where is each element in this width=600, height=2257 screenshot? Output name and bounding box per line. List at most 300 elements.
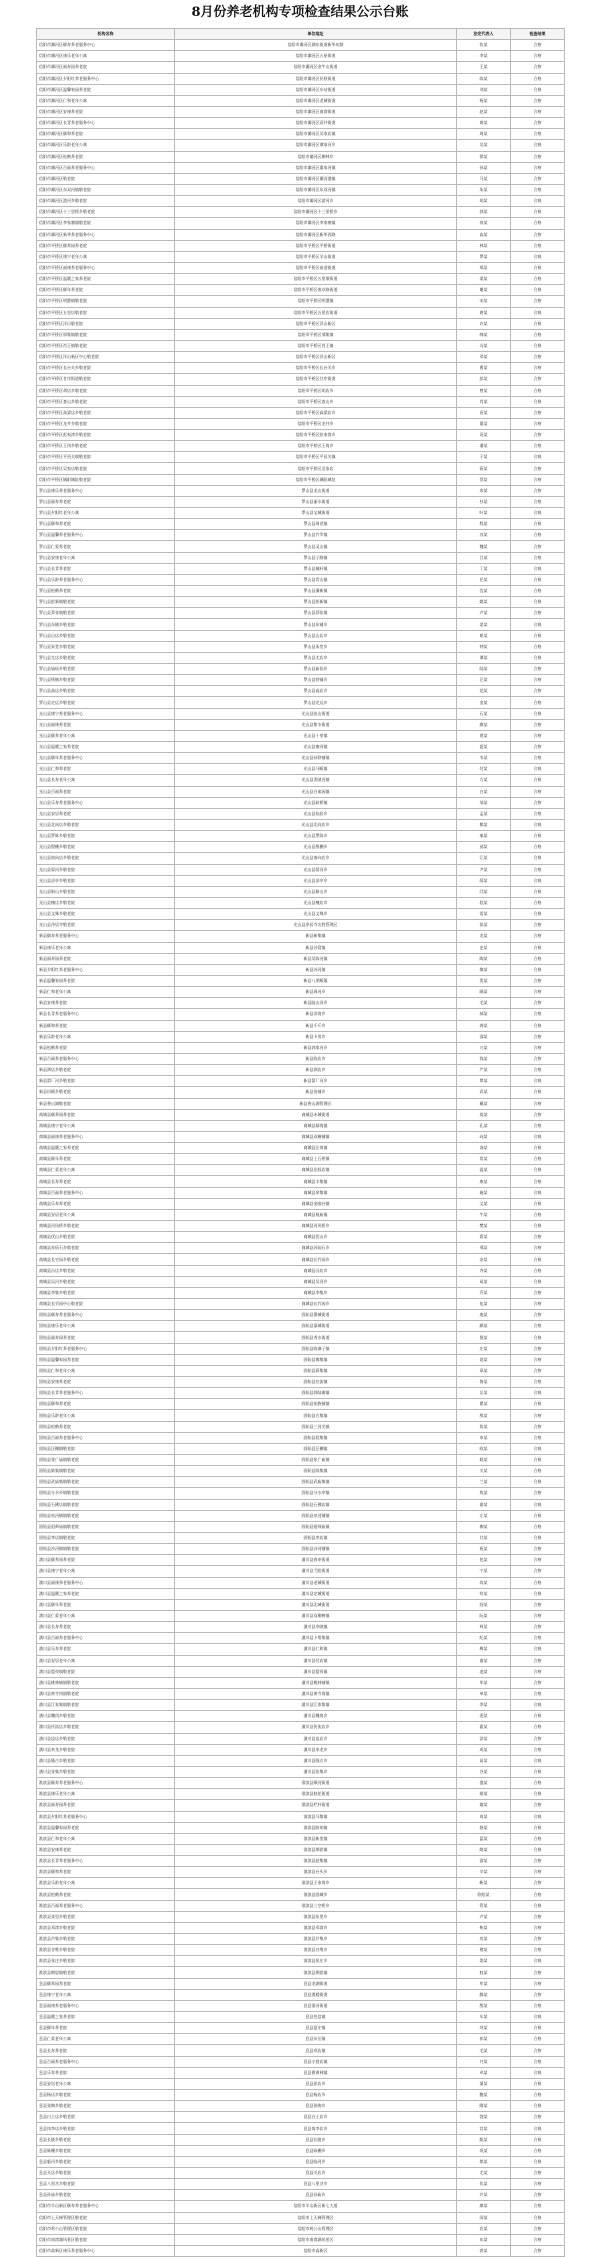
cell-institution-name: 罗山县铁铺乡敬老院 <box>37 675 175 686</box>
cell-address: 光山县弦山街道 <box>175 708 457 719</box>
cell-representative: 夏某 <box>457 742 511 753</box>
table-row <box>37 1711 565 1722</box>
cell-result: 合格 <box>511 1254 565 1265</box>
table-row <box>37 1644 565 1655</box>
cell-address: 光山县紫水街道 <box>175 719 457 730</box>
table-row <box>37 1766 565 1777</box>
table-row <box>37 819 565 830</box>
cell-institution-name: 息县张陶乡敬老院 <box>37 2101 175 2112</box>
cell-institution-name: 信阳市浉河区温馨家园养老院 <box>37 84 175 95</box>
table-row <box>37 1087 565 1098</box>
cell-institution-name: 信阳市平桥区长台关乡敬老院 <box>37 363 175 374</box>
cell-representative: 柳某 <box>457 1521 511 1532</box>
cell-institution-name: 光山县温暖之家养老院 <box>37 742 175 753</box>
cell-representative: 马某 <box>457 173 511 184</box>
cell-address: 息县临河乡 <box>175 2156 457 2167</box>
table-row <box>37 641 565 652</box>
cell-representative: 牛某 <box>457 1209 511 1220</box>
cell-representative: 康某 <box>457 1176 511 1187</box>
cell-institution-name: 信阳市平桥区平昌关镇敬老院 <box>37 452 175 463</box>
cell-institution-name: 息县杨店乡敬老院 <box>37 2090 175 2101</box>
cell-representative: 牟某 <box>457 1978 511 1989</box>
table-row <box>37 140 565 151</box>
cell-representative: 游某 <box>457 1856 511 1867</box>
cell-result: 合格 <box>511 184 565 195</box>
cell-result: 合格 <box>511 1365 565 1376</box>
cell-result: 合格 <box>511 1844 565 1855</box>
cell-representative: 伍某 <box>457 1299 511 1310</box>
table-row <box>37 2101 565 2112</box>
cell-address: 光山县文殊乡 <box>175 909 457 920</box>
cell-result: 合格 <box>511 719 565 730</box>
cell-representative: 舒某 <box>457 1599 511 1610</box>
table-row <box>37 2145 565 2156</box>
cell-result: 合格 <box>511 819 565 830</box>
cell-address: 信阳市浉河区柳林乡 <box>175 151 457 162</box>
cell-institution-name: 淮滨县张里乡敬老院 <box>37 1911 175 1922</box>
cell-result: 合格 <box>511 418 565 429</box>
cell-institution-name: 息县温暖之家养老院 <box>37 2012 175 2023</box>
cell-address: 新县周河乡 <box>175 987 457 998</box>
cell-representative: 韦某 <box>457 753 511 764</box>
cell-address: 固始县石佛店镇 <box>175 1499 457 1510</box>
table-row <box>37 262 565 273</box>
cell-result: 合格 <box>511 1265 565 1276</box>
cell-institution-name: 光山县晏河乡敬老院 <box>37 864 175 875</box>
table-row <box>37 1299 565 1310</box>
cell-representative: 顾某 <box>457 987 511 998</box>
table-row <box>37 1922 565 1933</box>
cell-institution-name: 固始县祖师庙镇敬老院 <box>37 1521 175 1532</box>
cell-result: 合格 <box>511 51 565 62</box>
cell-address: 息县张陶乡 <box>175 2101 457 2112</box>
table-row <box>37 1276 565 1287</box>
cell-address: 息县孙庙乡 <box>175 2190 457 2201</box>
cell-institution-name: 新县仁和老年公寓 <box>37 987 175 998</box>
cell-institution-name: 商城县长寿养老院 <box>37 1176 175 1187</box>
cell-representative: 向某 <box>457 1131 511 1142</box>
cell-address: 固始县泉河铺镇 <box>175 1510 457 1521</box>
cell-representative: 毕某 <box>457 1677 511 1688</box>
cell-representative: 骆某 <box>457 1822 511 1833</box>
cell-result: 合格 <box>511 1911 565 1922</box>
cell-address: 潢川县黄寺岗镇 <box>175 1688 457 1699</box>
cell-institution-name: 息县颐养园养老院 <box>37 1978 175 1989</box>
cell-result: 合格 <box>511 1221 565 1232</box>
cell-address: 信阳市浉河区吴家店镇 <box>175 129 457 140</box>
table-row <box>37 1332 565 1343</box>
table-row <box>37 1822 565 1833</box>
cell-representative: 于某 <box>457 452 511 463</box>
cell-representative: 盛某 <box>457 1778 511 1789</box>
table-row <box>37 1956 565 1967</box>
table-row <box>37 1343 565 1354</box>
table-row <box>37 1098 565 1109</box>
cell-address: 淮滨县三空桥乡 <box>175 1900 457 1911</box>
table-row <box>37 831 565 842</box>
cell-result: 合格 <box>511 1031 565 1042</box>
cell-result: 合格 <box>511 1477 565 1488</box>
cell-address: 淮滨县谷堆乡 <box>175 1945 457 1956</box>
table-row <box>37 1900 565 1911</box>
cell-result: 合格 <box>511 708 565 719</box>
cell-address: 新县苏河镇 <box>175 964 457 975</box>
cell-institution-name: 固始县分水亭镇敬老院 <box>37 1488 175 1499</box>
cell-representative: 邹某 <box>457 797 511 808</box>
cell-result: 合格 <box>511 797 565 808</box>
cell-address: 光山县凉亭乡 <box>175 875 457 886</box>
cell-address: 潢川县张集乡 <box>175 1766 457 1777</box>
table-row <box>37 1020 565 1031</box>
table-row <box>37 1031 565 1042</box>
table-row <box>37 630 565 641</box>
cell-institution-name: 信阳市平桥区五里店敬老院 <box>37 307 175 318</box>
cell-institution-name: 光山县安居养老院 <box>37 808 175 819</box>
cell-result: 合格 <box>511 2101 565 2112</box>
cell-address: 光山县孙铁铺镇 <box>175 753 457 764</box>
cell-result: 合格 <box>511 1042 565 1053</box>
cell-result: 合格 <box>511 541 565 552</box>
cell-result: 合格 <box>511 1622 565 1633</box>
table-row <box>37 1622 565 1633</box>
table-row <box>37 496 565 507</box>
cell-result: 合格 <box>511 118 565 129</box>
table-row <box>37 1477 565 1488</box>
table-row <box>37 1677 565 1688</box>
cell-result: 合格 <box>511 496 565 507</box>
cell-representative: 俞某 <box>457 1499 511 1510</box>
cell-institution-name: 潢川县福康养老服务中心 <box>37 1577 175 1588</box>
cell-representative: 罗某 <box>457 251 511 262</box>
cell-address: 罗山县子路镇 <box>175 552 457 563</box>
table-row <box>37 1120 565 1131</box>
cell-address: 淮滨县台头乡 <box>175 1867 457 1878</box>
cell-address: 商城县吴河乡 <box>175 1276 457 1287</box>
table-row <box>37 998 565 1009</box>
cell-institution-name: 罗山县莽张镇敬老院 <box>37 608 175 619</box>
cell-institution-name: 信阳市浉河区新华养老服务中心 <box>37 229 175 240</box>
cell-representative: 覃某 <box>457 1076 511 1087</box>
table-row <box>37 318 565 329</box>
table-row <box>37 1154 565 1165</box>
cell-representative: 岳某 <box>457 1388 511 1399</box>
table-row <box>37 909 565 920</box>
cell-result: 合格 <box>511 218 565 229</box>
cell-address: 新县泗店乡 <box>175 1065 457 1076</box>
cell-representative: 蒋某 <box>457 463 511 474</box>
table-row <box>37 340 565 351</box>
cell-result: 合格 <box>511 1610 565 1621</box>
cell-address: 信阳市浉河区十三里桥乡 <box>175 207 457 218</box>
cell-address: 信阳市浉河区金牛山街道 <box>175 62 457 73</box>
cell-result: 合格 <box>511 2134 565 2145</box>
cell-representative: 毛某 <box>457 2045 511 2056</box>
cell-institution-name: 新县安康养老院 <box>37 998 175 1009</box>
cell-address: 息县岗李店乡 <box>175 2123 457 2134</box>
cell-address: 固始县李店镇 <box>175 1532 457 1543</box>
cell-address: 潢川县定城街道 <box>175 1588 457 1599</box>
table-row <box>37 1009 565 1020</box>
table-row <box>37 1833 565 1844</box>
cell-institution-name: 新县颐和养老院 <box>37 1020 175 1031</box>
cell-representative: 严某 <box>457 1065 511 1076</box>
cell-representative: 万某 <box>457 1042 511 1053</box>
cell-result: 合格 <box>511 2156 565 2167</box>
cell-result: 合格 <box>511 519 565 530</box>
table-row <box>37 40 565 51</box>
table-row <box>37 1967 565 1978</box>
table-row <box>37 441 565 452</box>
table-body <box>37 40 565 2257</box>
table-row <box>37 987 565 998</box>
table-row <box>37 708 565 719</box>
cell-institution-name: 光山县槐店乡敬老院 <box>37 897 175 908</box>
cell-institution-name: 商城县长竹园中心敬老院 <box>37 1299 175 1310</box>
cell-representative: 石某 <box>457 708 511 719</box>
cell-representative: 董某 <box>457 418 511 429</box>
table-row <box>37 1109 565 1120</box>
cell-institution-name: 潢川县温暖之家养老院 <box>37 1588 175 1599</box>
cell-address: 信阳市平桥区彭家湾乡 <box>175 430 457 441</box>
cell-result: 合格 <box>511 1053 565 1064</box>
cell-address: 淮滨县顺河街道 <box>175 1778 457 1789</box>
cell-institution-name: 潢川县传流店乡敬老院 <box>37 1722 175 1733</box>
cell-representative: 芦某 <box>457 2190 511 2201</box>
column-header-address: 单位地址 <box>175 29 457 40</box>
cell-representative: 叶某 <box>457 508 511 519</box>
cell-result: 合格 <box>511 686 565 697</box>
cell-address: 信阳市南湾湖风景区 <box>175 2234 457 2245</box>
cell-result: 合格 <box>511 2090 565 2101</box>
cell-result: 合格 <box>511 886 565 897</box>
table-row <box>37 274 565 285</box>
cell-address: 商城县赤城街道 <box>175 1109 457 1120</box>
cell-institution-name: 息县福康养老服务中心 <box>37 2000 175 2011</box>
cell-result: 合格 <box>511 463 565 474</box>
cell-representative: 曲某 <box>457 1789 511 1800</box>
cell-representative: 杨某 <box>457 95 511 106</box>
cell-address: 罗山县山店乡 <box>175 630 457 641</box>
cell-result: 合格 <box>511 1544 565 1555</box>
cell-address: 固始县陈淋子镇 <box>175 1343 457 1354</box>
cell-address: 固始县番城街道 <box>175 1310 457 1321</box>
cell-result: 合格 <box>511 1287 565 1298</box>
table-row <box>37 1187 565 1198</box>
table-row <box>37 586 565 597</box>
table-row <box>37 363 565 374</box>
table-row <box>37 329 565 340</box>
cell-result: 合格 <box>511 597 565 608</box>
cell-institution-name: 光山县净居寺敬老院 <box>37 920 175 931</box>
cell-address: 息县曹黄林镇 <box>175 2067 457 2078</box>
cell-institution-name: 光山县仁和养老院 <box>37 764 175 775</box>
cell-representative: 钱某 <box>457 1053 511 1064</box>
cell-result: 合格 <box>511 106 565 117</box>
cell-representative: 袁某 <box>457 430 511 441</box>
table-row <box>37 742 565 753</box>
cell-result: 合格 <box>511 2223 565 2234</box>
table-row <box>37 1577 565 1588</box>
table-row <box>37 2045 565 2056</box>
cell-address: 商城县苏仙石乡 <box>175 1243 457 1254</box>
cell-institution-name: 息县康宁老年公寓 <box>37 1989 175 2000</box>
cell-representative: 邱某 <box>457 842 511 853</box>
cell-address: 新县八里畈镇 <box>175 975 457 986</box>
table-row <box>37 2201 565 2212</box>
cell-result: 合格 <box>511 1510 565 1521</box>
cell-institution-name: 信阳市平桥区查山乡敬老院 <box>37 396 175 407</box>
cell-address: 信阳市平桥区邢集镇 <box>175 329 457 340</box>
cell-result: 合格 <box>511 975 565 986</box>
cell-result: 合格 <box>511 1299 565 1310</box>
cell-representative: 许某 <box>457 318 511 329</box>
cell-result: 合格 <box>511 162 565 173</box>
cell-representative: 詹某 <box>457 1421 511 1432</box>
cell-institution-name: 淮滨县福寿园养老院 <box>37 1800 175 1811</box>
cell-result: 合格 <box>511 508 565 519</box>
cell-institution-name: 商城县冯店乡敬老院 <box>37 1265 175 1276</box>
table-row <box>37 1856 565 1867</box>
table-row <box>37 307 565 318</box>
table-row <box>37 1053 565 1064</box>
table-row <box>37 2179 565 2190</box>
cell-institution-name: 息县临河乡敬老院 <box>37 2156 175 2167</box>
cell-representative: 蓝某 <box>457 1833 511 1844</box>
cell-institution-name: 淮滨县颐寿养老服务中心 <box>37 1778 175 1789</box>
cell-institution-name: 罗山县定远乡敬老院 <box>37 697 175 708</box>
cell-institution-name: 息县岗李店乡敬老院 <box>37 2123 175 2134</box>
column-header-result: 检查结果 <box>511 29 565 40</box>
cell-address: 新县箭厂河乡 <box>175 1076 457 1087</box>
cell-representative: 姚某 <box>457 597 511 608</box>
cell-result: 合格 <box>511 652 565 663</box>
cell-representative: 何某 <box>457 218 511 229</box>
cell-result: 合格 <box>511 340 565 351</box>
cell-representative: 桂某 <box>457 1967 511 1978</box>
cell-representative: 宁某 <box>457 1566 511 1577</box>
cell-representative: 鲁某 <box>457 1377 511 1388</box>
table-row <box>37 619 565 630</box>
cell-institution-name: 新县温馨家园养老院 <box>37 975 175 986</box>
cell-address: 固始县郭陆滩镇 <box>175 1388 457 1399</box>
cell-representative: 卢某 <box>457 1911 511 1922</box>
cell-address: 固始县段集镇 <box>175 1432 457 1443</box>
cell-representative: 朱某 <box>457 184 511 195</box>
cell-representative: 贾某 <box>457 730 511 741</box>
cell-institution-name: 光山县颐养老年公寓 <box>37 730 175 741</box>
table-row <box>37 1911 565 1922</box>
cell-institution-name: 罗山县高店乡敬老院 <box>37 686 175 697</box>
cell-address: 商城县达权店镇 <box>175 1165 457 1176</box>
table-row <box>37 1165 565 1176</box>
cell-address: 罗山县青山镇 <box>175 574 457 585</box>
cell-institution-name: 商城县温暖之家养老院 <box>37 1143 175 1154</box>
cell-representative: 林某 <box>457 240 511 251</box>
cell-result: 合格 <box>511 1321 565 1332</box>
cell-address: 固始县张广庙镇 <box>175 1455 457 1466</box>
cell-institution-name: 淮滨县张庄乡敬老院 <box>37 1956 175 1967</box>
cell-address: 信阳市平桥区明港镇 <box>175 296 457 307</box>
table-row <box>37 1733 565 1744</box>
cell-representative: 包某 <box>457 1555 511 1566</box>
cell-representative: 庞某 <box>457 1310 511 1321</box>
cell-address: 信阳市浉河区车站街道 <box>175 84 457 95</box>
cell-institution-name: 罗山县康乐养老服务中心 <box>37 485 175 496</box>
cell-institution-name: 淮滨县期思镇敬老院 <box>37 1967 175 1978</box>
cell-representative: 杜某 <box>457 496 511 507</box>
cell-representative: 郎某 <box>457 2156 511 2167</box>
cell-institution-name: 息县长陵乡敬老院 <box>37 2134 175 2145</box>
table-row <box>37 1443 565 1454</box>
cell-address: 信阳市浉河区新华西路 <box>175 229 457 240</box>
cell-result: 合格 <box>511 1332 565 1343</box>
cell-address: 信阳市平桥区长台关乡 <box>175 363 457 374</box>
table-row <box>37 1532 565 1543</box>
cell-institution-name: 光山县颐年养老服务中心 <box>37 753 175 764</box>
cell-institution-name: 固始县颐寿养老服务中心 <box>37 1310 175 1321</box>
cell-result: 合格 <box>511 1076 565 1087</box>
cell-address: 潢川县江家集镇 <box>175 1700 457 1711</box>
table-row <box>37 1989 565 2000</box>
cell-institution-name: 光山县乐寿养老服务中心 <box>37 797 175 808</box>
cell-result: 合格 <box>511 2012 565 2023</box>
table-row <box>37 1432 565 1443</box>
cell-institution-name: 固始县石佛店镇敬老院 <box>37 1499 175 1510</box>
cell-institution-name: 潢川县颐年养老院 <box>37 1599 175 1610</box>
cell-representative: 翁某 <box>457 1800 511 1811</box>
cell-address: 淮滨县桂花街道 <box>175 1789 457 1800</box>
cell-representative: 颜某 <box>457 1321 511 1332</box>
cell-result: 合格 <box>511 1432 565 1443</box>
cell-institution-name: 信阳市浉河区乐龄老年公寓 <box>37 140 175 151</box>
cell-representative: 房某 <box>457 1934 511 1945</box>
cell-representative: 蔡某 <box>457 474 511 485</box>
cell-address: 淮滨县邓湾乡 <box>175 1922 457 1933</box>
cell-address: 罗山县高店乡 <box>175 686 457 697</box>
cell-institution-name: 新县乐龄老年公寓 <box>37 1031 175 1042</box>
table-row <box>37 697 565 708</box>
cell-institution-name: 信阳市平桥区颐养园养老院 <box>37 240 175 251</box>
cell-representative: 史某 <box>457 942 511 953</box>
cell-result: 合格 <box>511 909 565 920</box>
table-row <box>37 530 565 541</box>
cell-result: 合格 <box>511 2123 565 2134</box>
cell-representative: 施某 <box>457 1187 511 1198</box>
cell-institution-name: 息县百福养老服务中心 <box>37 2056 175 2067</box>
cell-representative: 饶某 <box>457 2112 511 2123</box>
cell-address: 潢川县弋阳街道 <box>175 1566 457 1577</box>
cell-representative: 蒲某 <box>457 2078 511 2089</box>
cell-institution-name: 潢川县桃林铺镇敬老院 <box>37 1677 175 1688</box>
cell-address: 光山县十里镇 <box>175 730 457 741</box>
cell-institution-name: 息县白土店乡敬老院 <box>37 2112 175 2123</box>
cell-address: 信阳市浉河区双井街道 <box>175 118 457 129</box>
cell-address: 潢川县付店镇 <box>175 1655 457 1666</box>
cell-institution-name: 淮滨县温馨家园养老院 <box>37 1822 175 1833</box>
cell-result: 合格 <box>511 407 565 418</box>
table-row <box>37 2234 565 2245</box>
cell-address: 商城县李集乡 <box>175 1287 457 1298</box>
cell-representative: 丁某 <box>457 563 511 574</box>
table-row <box>37 1811 565 1822</box>
cell-result: 合格 <box>511 831 565 842</box>
cell-address: 淮滨县赵集镇 <box>175 1856 457 1867</box>
cell-address: 罗山县庙仙乡 <box>175 664 457 675</box>
cell-institution-name: 罗山县温馨养老服务中心 <box>37 530 175 541</box>
cell-representative: 宫某 <box>457 2123 511 2134</box>
cell-institution-name: 固始县泉河铺镇敬老院 <box>37 1510 175 1521</box>
cell-address: 潢川县来龙乡 <box>175 1744 457 1755</box>
